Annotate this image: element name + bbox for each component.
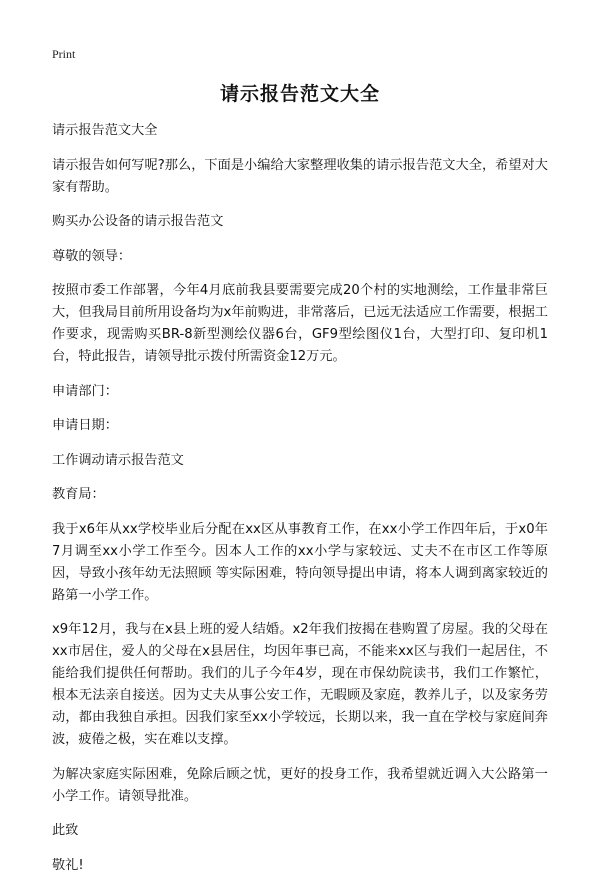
paragraph: 教育局： <box>52 487 105 502</box>
paragraph: x9年12月，我与在x县上班的爱人结婚。x2年我们按揭在巷购置了房屋。我的父母在xx市居住，爱人的父母在x县居住，均因年事已高，不能来xx区与我们一起居住，不能给我们提供任何帮助。我们的儿子今年4岁，现在市保幼院读书，我们工作繁忙，根本无法亲自接送。因为丈夫从事公安工作，无暇顾及家庭，教养儿子，以及家务劳动，都由我独自承担。因我们家至xx小学较远，长期以来，我一直在学校与家庭间奔波，疲倦之极，实在难以支撑。 <box>52 622 548 747</box>
paragraph: 尊敬的领导： <box>52 248 132 264</box>
document-body <box>52 120 548 889</box>
paragraph: 为解决家庭实际困难，免除后顾之忧，更好的投身工作，我希望就近调入大公路第一小学工作。请领导批准。 <box>52 766 548 804</box>
paragraph: 此致 <box>52 823 79 838</box>
paragraph: 请示报告如何写呢?那么，下面是小编给大家整理收集的请示报告范文大全，希望对大家有帮助。 <box>52 157 548 195</box>
paragraph: 按照市委工作部署，今年4月底前我县要需要完成20个村的实地测绘，工作量非常巨大，但我局目前所用设备均为x年前购进，非常落后，已远无法适应工作需要，根据工作要求，现需购买BR-8新型测绘仪器6台，GF9型绘图仪1台，大型打印、复印机1台，特此报告，请领导批示拨付所需资金12万元。 <box>52 283 548 364</box>
print-label: Print <box>52 47 76 61</box>
paragraph: 工作调动请示报告范文 <box>52 452 184 468</box>
paragraph: 请示报告范文大全 <box>52 123 158 138</box>
paragraph: 申请日期： <box>52 418 118 433</box>
document-title: 请示报告范文大全 <box>219 83 380 105</box>
paragraph: 敬礼! <box>52 857 84 873</box>
paragraph: 购买办公设备的请示报告范文 <box>52 214 224 229</box>
paragraph: 我于x6年从xx学校毕业后分配在xx区从事教育工作，在xx小学工作四年后，于x0年7月调至xx小学工作至今。因本人工作的xx小学与家较远、丈夫不在市区工作等原因，导致小孩年幼无法照顾 等实际困难，特向领导提出申请，将本人调到离家较近的路第一小学工作。 <box>52 521 548 603</box>
paragraph: 申请部门： <box>52 383 118 399</box>
